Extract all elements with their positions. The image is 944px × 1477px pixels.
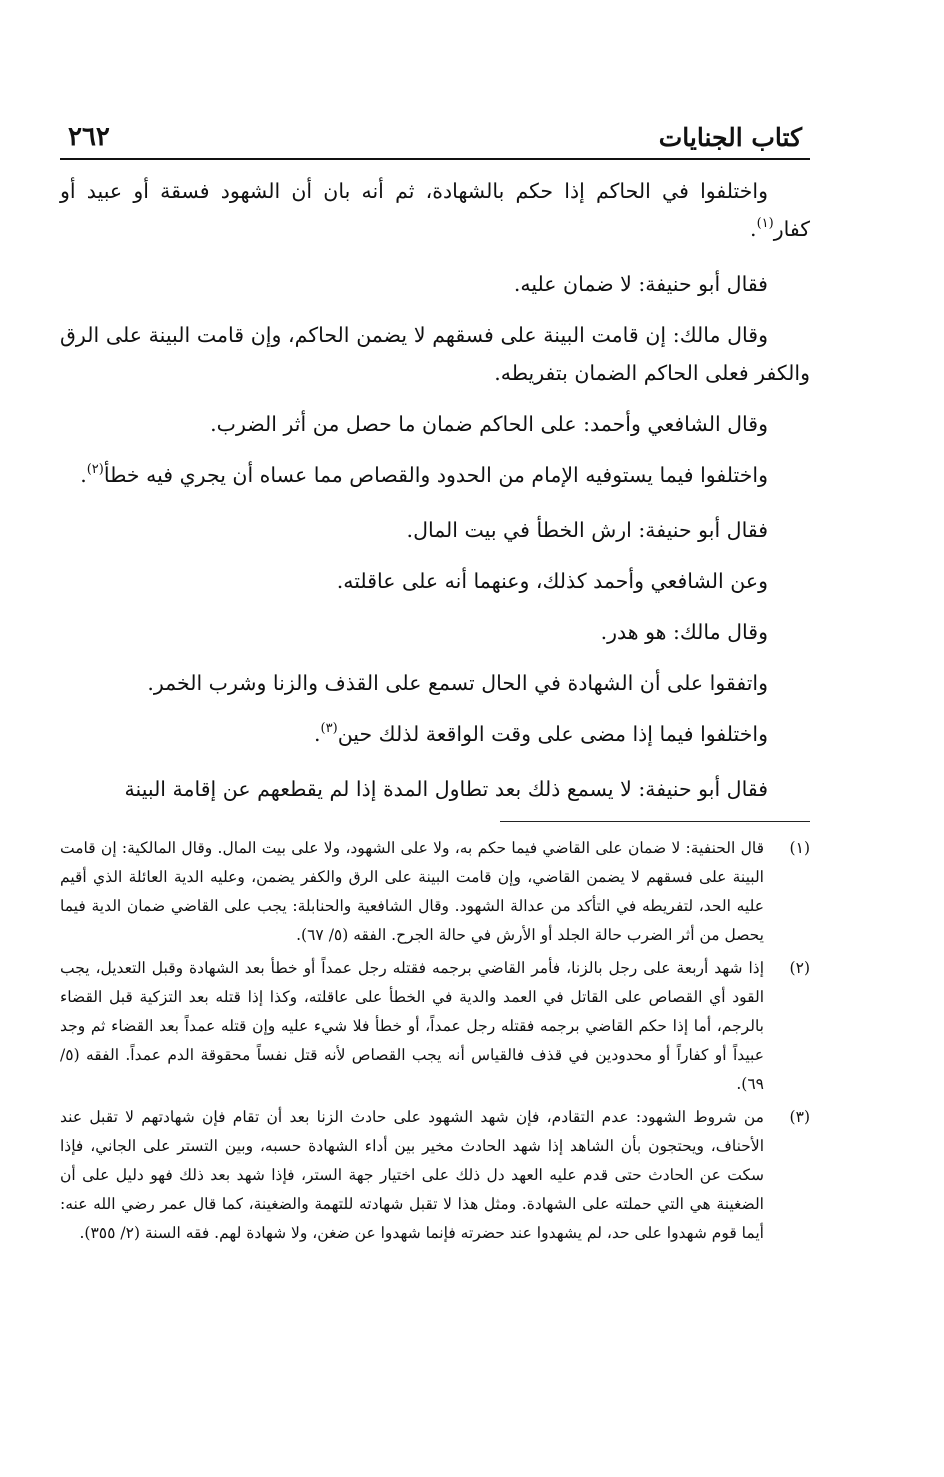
- footnote-text: من شروط الشهود: عدم التقادم، فإن شهد الشهود على حادث الزنا بعد أن تقام فإن شهادتهم لا تقبل عند الأحناف، ويحتجون بأن الشاهد إذا شهد الحادث مخير بين أداء الشهادة حسبه، وبين التستر على الجاني، فإذا سكت عن الحادث حتى قدم عليه العهد دل ذلك على اختيار جهة الستر، فإذا شهد بعد ذلك فهو دليل على أن الضغينة هي التي حملته على الشهادة. ومثل هذا لا تقبل شهادته للتهمة والضغينة، كما قال عمر رضي الله عنه: أيما قوم شهدوا على حد، لم يشهدوا عند حضرته فإنما شهدوا عن ضغن، ولا شهادة لهم. فقه السنة (٢/ ٣٥٥).: [60, 1108, 764, 1242]
- footnote-3: [60, 1103, 810, 1248]
- page-number: ٢٦٢: [68, 122, 110, 152]
- footnote-number: (٣): [789, 1108, 810, 1126]
- paragraph-3: وقال مالك: إن قامت البينة على فسقهم لا يضمن الحاكم، وإن قامت البينة على الرق والكفر فعلى الحاكم الضمان بتفريطه.: [60, 323, 810, 385]
- paragraph-11: فقال أبو حنيفة: لا يسمع ذلك بعد تطاول المدة إذا لم يقطعهم عن إقامة البينة: [124, 777, 768, 801]
- footnote-number: (١): [789, 839, 810, 857]
- footnote-ref-2: (٢): [86, 462, 104, 477]
- footnote-rule: [500, 821, 810, 822]
- paragraph-9: واتفقوا على أن الشهادة في الحال تسمع على القذف والزنا وشرب الخمر.: [147, 671, 768, 695]
- footnote-text: إذا شهد أربعة على رجل بالزنا، فأمر القاضي برجمه فقتله رجل عمداً أو خطأ بعد الشهادة وقبل التعديل، يجب القود أي القصاص على القاتل في العمد والدية في الخطأ على عاقلته، وكذا إذا قتله بعد التزكية قبل القضاء بالرجم، أما إذا حكم القاضي برجمه فقتله رجل عمداً، أو خطأ فلا شيء عليه وإن قتله عمداً بعد القضاء ثم وجد عبيداً أو كفاراً أو محدودين في قذف فالقياس أنه يجب القصاص لأنه قتل نفساً محقوقة الدم عمداً. الفقه (٥/ ٦٩).: [60, 959, 764, 1093]
- main-text: [60, 172, 810, 808]
- running-title: كتاب الجنايات: [658, 123, 802, 152]
- paragraph-6: فقال أبو حنيفة: ارش الخطأ في بيت المال.: [406, 518, 768, 542]
- paragraph-2: فقال أبو حنيفة: لا ضمان عليه.: [513, 272, 768, 296]
- paragraph-8: وقال مالك: هو هدر.: [600, 620, 768, 644]
- header-rule: [60, 158, 810, 160]
- footnote-2: [60, 954, 810, 1099]
- footnote-ref-1: (١): [756, 216, 774, 231]
- footnote-number: (٢): [789, 959, 810, 977]
- paragraph-4: وقال الشافعي وأحمد: على الحاكم ضمان ما حصل من أثر الضرب.: [210, 412, 768, 436]
- footnotes: [60, 834, 810, 1248]
- footnote-ref-3: (٣): [320, 721, 338, 736]
- paragraph-1: [60, 172, 810, 252]
- paragraph-end: .: [80, 463, 87, 487]
- paragraph-end: .: [750, 217, 757, 241]
- book-page: [60, 110, 810, 1252]
- paragraph-10: [60, 715, 810, 757]
- footnote-text: قال الحنفية: لا ضمان على القاضي فيما حكم به، ولا على الشهود، ولا على بيت المال. وقال المالكية: إن قامت البينة على فسقهم لا يضمن القاضي، وإن قامت البينة على الرق والكفر يضمن، وعليه الدية العائلة الذي أقيم عليه الحد، لتفريطه في التأكد من عدالة الشهود. وقال الشافعية والحنابلة: يجب على القاضي ضمان الدية فيما يحصل من أثر الضرب حالة الجلد أو الأرش في حالة الجرح. الفقه (٥/ ٦٧).: [60, 839, 764, 944]
- footnote-1: [60, 834, 810, 950]
- paragraph-7: وعن الشافعي وأحمد كذلك، وعنهما أنه على عاقلته.: [336, 569, 768, 593]
- paragraph-end: .: [314, 722, 321, 746]
- paragraph-5: [60, 456, 810, 498]
- page-header: [60, 110, 810, 152]
- paragraph-text: واختلفوا فيما إذا مضى على وقت الواقعة لذلك حين: [337, 722, 768, 746]
- paragraph-text: واختلفوا في الحاكم إذا حكم بالشهادة، ثم أنه بان أن الشهود فسقة أو عبيد أو كفار: [60, 179, 810, 241]
- paragraph-text: واختلفوا فيما يستوفيه الإمام من الحدود والقصاص مما عساه أن يجري فيه خطأ: [103, 463, 768, 487]
